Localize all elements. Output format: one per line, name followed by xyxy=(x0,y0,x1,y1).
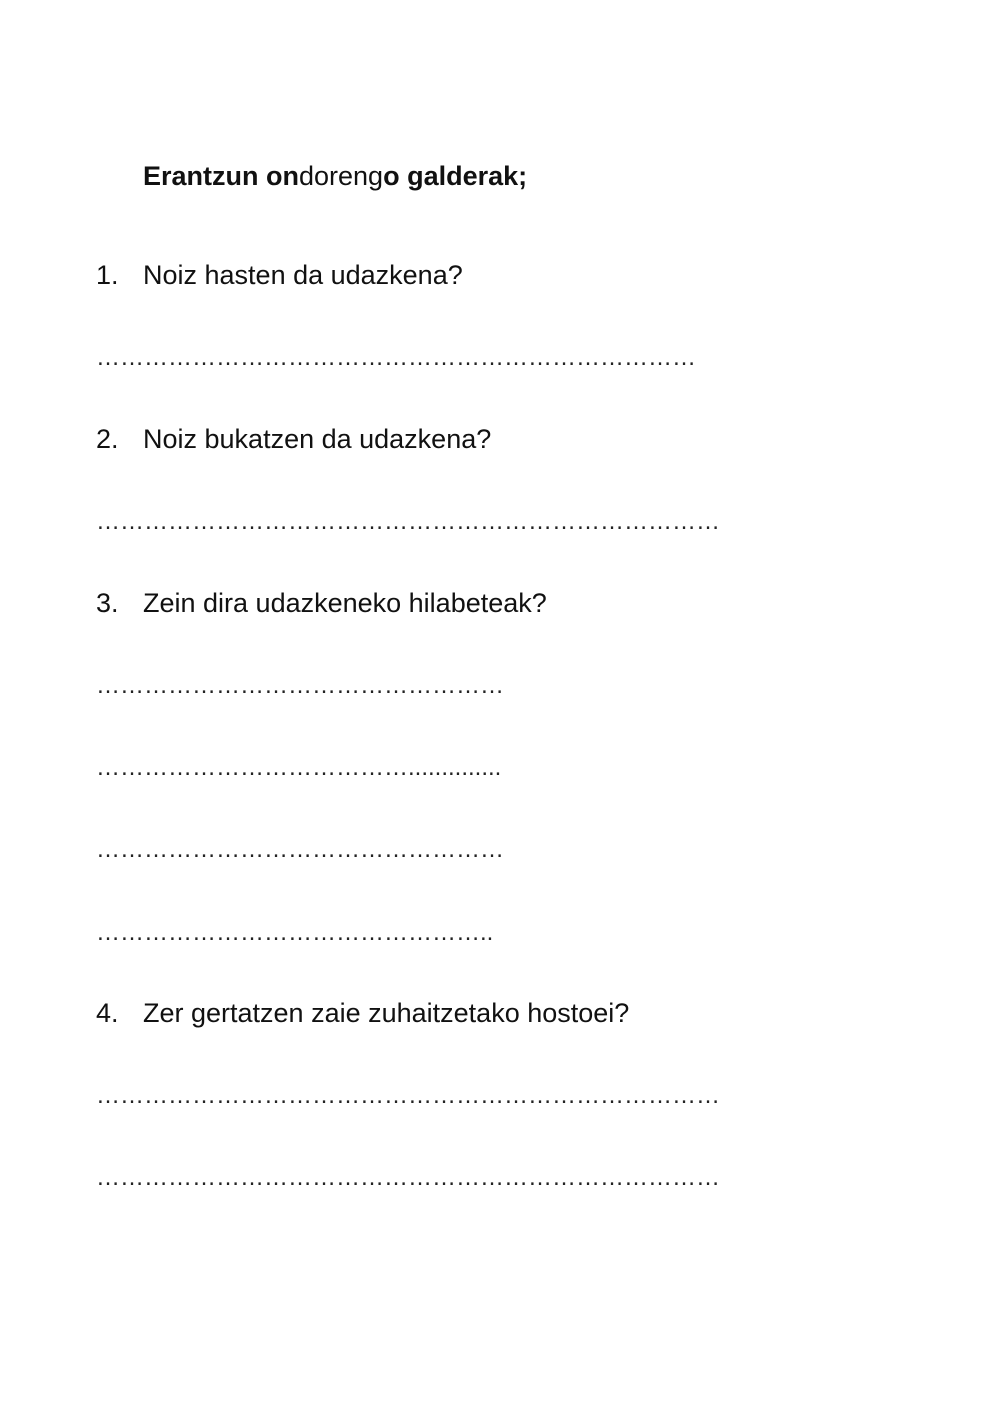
answer-line-1[interactable]: ………………………………………………………………… xyxy=(96,344,696,371)
question-text: Zein dira udazkeneko hilabeteak? xyxy=(143,588,547,618)
answer-line-5[interactable]: …………………………………………… xyxy=(96,836,504,863)
answer-line-7[interactable]: …………………………………………………………………… xyxy=(96,1082,720,1109)
question-number: 2. xyxy=(96,424,119,454)
worksheet-title xyxy=(143,158,527,194)
answer-line-6[interactable]: ………………………………………….. xyxy=(96,919,494,946)
answer-line-8[interactable]: …………………………………………………………………… xyxy=(96,1164,720,1191)
question-text: Zer gertatzen zaie zuhaitzetako hostoei? xyxy=(143,998,630,1028)
question-2 xyxy=(96,421,491,457)
question-4 xyxy=(96,995,629,1031)
title-part-bold-2: o galderak; xyxy=(383,161,528,191)
question-1 xyxy=(96,257,463,293)
question-number: 3. xyxy=(96,588,119,618)
answer-line-3[interactable]: …………………………………………… xyxy=(96,672,504,699)
title-part-regular: doreng xyxy=(299,161,384,191)
answer-line-4[interactable]: ………………………………….............. xyxy=(96,754,502,781)
question-number: 4. xyxy=(96,998,119,1028)
question-number: 1. xyxy=(96,260,119,290)
answer-line-2[interactable]: …………………………………………………………………… xyxy=(96,508,720,535)
question-text: Noiz bukatzen da udazkena? xyxy=(143,424,492,454)
question-text: Noiz hasten da udazkena? xyxy=(143,260,463,290)
title-part-bold-1: Erantzun on xyxy=(143,161,299,191)
question-3 xyxy=(96,585,547,621)
